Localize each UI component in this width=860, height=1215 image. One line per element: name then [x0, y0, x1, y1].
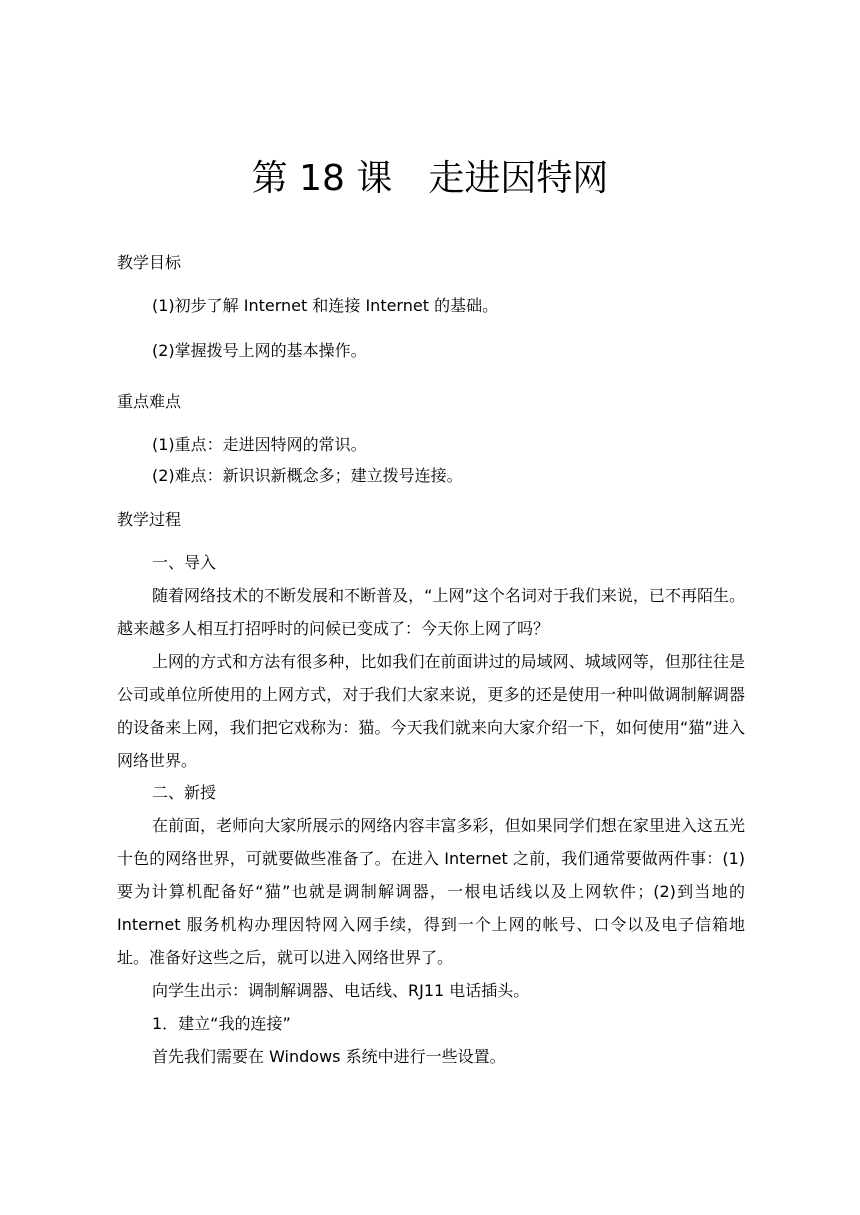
objective-item: (1)初步了解 Internet 和连接 Internet 的基础。	[152, 296, 499, 315]
section-heading-objectives: 教学目标	[117, 253, 182, 272]
body-paragraph: 在前面，老师向大家所展示的网络内容丰富多彩，但如果同学们想在家里进入这五光十色的网络世界，可就要做些准备了。在进入 Internet 之前，我们通常要做两件事：(1)要为计算机配备好“猫”也就是调制解调器，一根电话线以及上网软件；(2)到当地的 Internet 服务机构办理因特网入网手续，得到一个上网的帐号、口令以及电子信箱地址。准备好这些之后，就可以进入网络世界了。	[117, 816, 745, 967]
section-heading-process: 教学过程	[117, 510, 182, 529]
section-heading-key-points: 重点难点	[117, 392, 182, 411]
objective-item: (2)掌握拨号上网的基本操作。	[152, 341, 367, 360]
body-paragraph: 随着网络技术的不断发展和不断普及，“上网”这个名词对于我们来说，已不再陌生。越来越多人相互打招呼时的问候已变成了：今天你上网了吗？	[117, 586, 745, 638]
body-paragraph: 向学生出示：调制解调器、电话线、RJ11 电话插头。	[152, 981, 530, 1000]
key-point-item: (1)重点：走进因特网的常识。	[152, 435, 367, 454]
body-paragraph: 上网的方式和方法有很多种，比如我们在前面讲过的局域网、城域网等，但那往往是公司或单位所使用的上网方式，对于我们大家来说，更多的还是使用一种叫做调制解调器的设备来上网，我们把它戏称为：猫。今天我们就来向大家介绍一下，如何使用“猫”进入网络世界。	[117, 652, 745, 770]
key-point-item: (2)难点：新识识新概念多；建立拨号连接。	[152, 466, 463, 485]
body-paragraph: 首先我们需要在 Windows 系统中进行一些设置。	[152, 1047, 506, 1066]
step-heading: 1．建立“我的连接”	[152, 1014, 291, 1033]
subsection-heading-intro: 一、导入	[152, 553, 217, 572]
page-title: 第 18 课 走进因特网	[251, 158, 609, 199]
subsection-heading-new-lesson: 二、新授	[152, 783, 217, 802]
